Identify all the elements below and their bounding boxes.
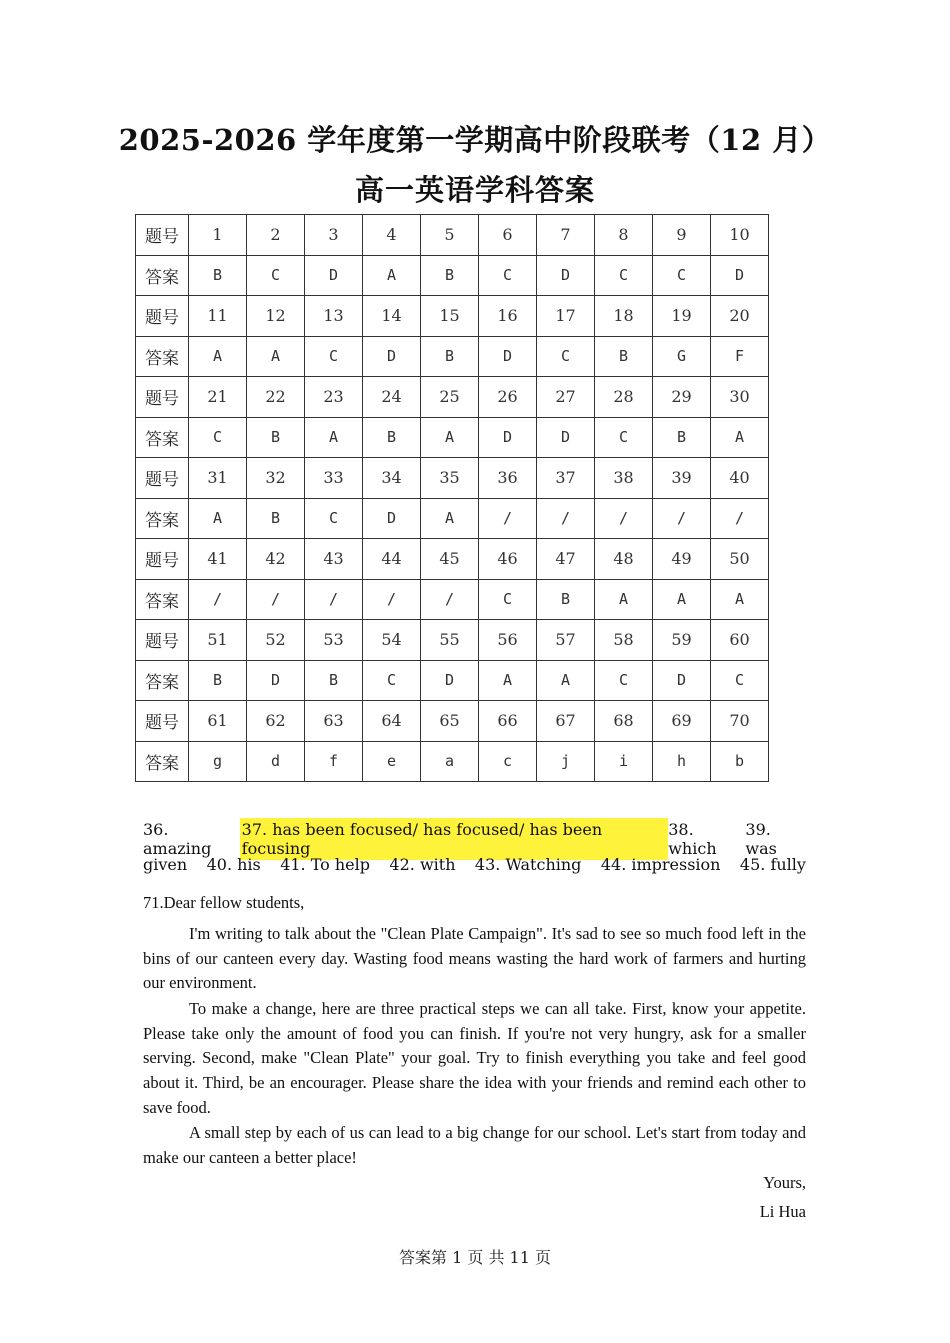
question-number-cell: 51 <box>189 620 247 661</box>
question-number-cell: 43 <box>305 539 363 580</box>
answer-cell: c <box>479 741 537 782</box>
question-number-cell: 14 <box>363 296 421 337</box>
row-label-answer: 答案 <box>136 660 189 701</box>
question-number-row <box>136 620 769 661</box>
answer-cell: A <box>653 579 711 620</box>
row-label-answer: 答案 <box>136 417 189 458</box>
page-title-line1: 2025-2026 学年度第一学期高中阶段联考（12 月） <box>118 123 832 157</box>
question-number-cell: 9 <box>653 215 711 256</box>
question-number-cell: 18 <box>595 296 653 337</box>
row-label-number: 题号 <box>136 296 189 337</box>
question-number-cell: 40 <box>711 458 769 499</box>
question-number-cell: 32 <box>247 458 305 499</box>
question-number-cell: 30 <box>711 377 769 418</box>
answer-cell: D <box>537 417 595 458</box>
question-number-cell: 58 <box>595 620 653 661</box>
row-label-answer: 答案 <box>136 336 189 377</box>
question-number-cell: 41 <box>189 539 247 580</box>
answer-row <box>136 660 769 701</box>
answer-row <box>136 741 769 782</box>
question-number-cell: 35 <box>421 458 479 499</box>
answer-cell: b <box>711 741 769 782</box>
question-number-cell: 21 <box>189 377 247 418</box>
answer-cell: i <box>595 741 653 782</box>
fill-in-answer: 41. To help <box>280 855 370 874</box>
essay-signature: Li Hua <box>759 1202 806 1221</box>
answer-cell: A <box>537 660 595 701</box>
question-number-cell: 16 <box>479 296 537 337</box>
row-label-answer: 答案 <box>136 741 189 782</box>
question-number-cell: 13 <box>305 296 363 337</box>
answer-cell: D <box>421 660 479 701</box>
answer-cell: e <box>363 741 421 782</box>
question-number-cell: 1 <box>189 215 247 256</box>
answer-cell: B <box>537 579 595 620</box>
answer-cell: A <box>421 417 479 458</box>
question-number-cell: 10 <box>711 215 769 256</box>
question-number-cell: 7 <box>537 215 595 256</box>
answer-row <box>136 255 769 296</box>
question-number-cell: 17 <box>537 296 595 337</box>
essay-paragraph-2: To make a change, here are three practical steps we can all take. First, know your appetite. Please take only the amount of food you can finish. If you're not very hungry, ask for a smaller serving. Second, make "Clean Plate" your goal. Try to finish everything you take and feel good about it. Third, be an encourager. Please share the idea with your friends and remind each other to save food. <box>143 999 806 1117</box>
fill-in-answer: 42. with <box>389 855 456 874</box>
answer-row <box>136 498 769 539</box>
answer-cell: D <box>247 660 305 701</box>
fill-in-answer: 43. Watching <box>474 855 582 874</box>
answer-cell: h <box>653 741 711 782</box>
row-label-answer: 答案 <box>136 498 189 539</box>
answer-cell: F <box>711 336 769 377</box>
answer-cell: D <box>363 336 421 377</box>
essay-greeting: 71.Dear fellow students, <box>143 893 305 912</box>
question-number-cell: 54 <box>363 620 421 661</box>
question-number-row <box>136 377 769 418</box>
question-number-cell: 65 <box>421 701 479 742</box>
question-number-cell: 15 <box>421 296 479 337</box>
answer-cell: / <box>305 579 363 620</box>
question-number-cell: 59 <box>653 620 711 661</box>
question-number-row <box>136 701 769 742</box>
essay-paragraph-3: A small step by each of us can lead to a big change for our school. Let's start from today and make our canteen a better place! <box>143 1123 806 1167</box>
answer-table <box>135 214 769 782</box>
answer-cell: a <box>421 741 479 782</box>
answer-cell: G <box>653 336 711 377</box>
question-number-cell: 66 <box>479 701 537 742</box>
question-number-cell: 39 <box>653 458 711 499</box>
question-number-cell: 55 <box>421 620 479 661</box>
answer-cell: C <box>363 660 421 701</box>
fill-in-answer: 40. his <box>206 855 261 874</box>
question-number-cell: 8 <box>595 215 653 256</box>
question-number-cell: 5 <box>421 215 479 256</box>
question-number-cell: 69 <box>653 701 711 742</box>
question-number-cell: 50 <box>711 539 769 580</box>
question-number-cell: 70 <box>711 701 769 742</box>
question-number-cell: 48 <box>595 539 653 580</box>
answer-cell: C <box>595 417 653 458</box>
question-number-cell: 67 <box>537 701 595 742</box>
question-number-row <box>136 296 769 337</box>
question-number-cell: 63 <box>305 701 363 742</box>
question-number-cell: 20 <box>711 296 769 337</box>
question-number-cell: 44 <box>363 539 421 580</box>
question-number-cell: 23 <box>305 377 363 418</box>
question-number-cell: 38 <box>595 458 653 499</box>
row-label-number: 题号 <box>136 377 189 418</box>
answer-cell: / <box>363 579 421 620</box>
row-label-number: 题号 <box>136 620 189 661</box>
answer-cell: j <box>537 741 595 782</box>
fill-in-line-1 <box>143 818 806 860</box>
question-number-cell: 3 <box>305 215 363 256</box>
answer-cell: C <box>595 660 653 701</box>
answer-cell: D <box>363 498 421 539</box>
answer-cell: g <box>189 741 247 782</box>
answer-cell: d <box>247 741 305 782</box>
question-number-cell: 46 <box>479 539 537 580</box>
answer-cell: B <box>189 255 247 296</box>
fill-in-answer: 39. was <box>745 820 777 858</box>
question-number-cell: 64 <box>363 701 421 742</box>
answer-cell: / <box>711 498 769 539</box>
answer-row <box>136 579 769 620</box>
page-title-line2: 高一英语学科答案 <box>354 173 595 207</box>
answer-cell: / <box>247 579 305 620</box>
question-number-cell: 27 <box>537 377 595 418</box>
question-number-row <box>136 458 769 499</box>
answer-cell: / <box>537 498 595 539</box>
fill-in-answer-highlighted: 37. has been focused/ has focused/ has been focusing <box>240 818 669 860</box>
essay-closing: Yours, <box>763 1173 806 1192</box>
answer-cell: A <box>363 255 421 296</box>
question-number-cell: 57 <box>537 620 595 661</box>
question-number-cell: 19 <box>653 296 711 337</box>
question-number-cell: 49 <box>653 539 711 580</box>
answer-cell: A <box>189 498 247 539</box>
fill-in-answer: given <box>143 855 188 874</box>
answer-cell: A <box>711 417 769 458</box>
answer-cell: D <box>537 255 595 296</box>
answer-cell: A <box>305 417 363 458</box>
answer-cell: B <box>247 498 305 539</box>
question-number-cell: 62 <box>247 701 305 742</box>
answer-cell: B <box>421 336 479 377</box>
question-number-cell: 68 <box>595 701 653 742</box>
answer-cell: C <box>305 498 363 539</box>
answer-cell: B <box>247 417 305 458</box>
answer-row <box>136 336 769 377</box>
answer-cell: A <box>711 579 769 620</box>
answer-cell: C <box>537 336 595 377</box>
question-number-cell: 52 <box>247 620 305 661</box>
question-number-cell: 2 <box>247 215 305 256</box>
question-number-row <box>136 539 769 580</box>
answer-cell: D <box>305 255 363 296</box>
answer-cell: C <box>247 255 305 296</box>
fill-in-answer: 45. fully <box>739 855 806 874</box>
question-number-cell: 47 <box>537 539 595 580</box>
question-number-cell: 56 <box>479 620 537 661</box>
page-footer: 答案第 1 页 共 11 页 <box>399 1248 551 1267</box>
row-label-answer: 答案 <box>136 255 189 296</box>
question-number-row <box>136 215 769 256</box>
answer-cell: D <box>479 336 537 377</box>
answer-cell: A <box>189 336 247 377</box>
question-number-cell: 37 <box>537 458 595 499</box>
answer-cell: C <box>595 255 653 296</box>
question-number-cell: 53 <box>305 620 363 661</box>
answer-cell: C <box>711 660 769 701</box>
answer-cell: / <box>595 498 653 539</box>
answer-cell: B <box>653 417 711 458</box>
question-number-cell: 11 <box>189 296 247 337</box>
answer-cell: / <box>421 579 479 620</box>
answer-cell: / <box>479 498 537 539</box>
question-number-cell: 60 <box>711 620 769 661</box>
question-number-cell: 33 <box>305 458 363 499</box>
row-label-number: 题号 <box>136 539 189 580</box>
fill-in-answer: 36. amazing <box>143 820 212 858</box>
question-number-cell: 36 <box>479 458 537 499</box>
row-label-number: 题号 <box>136 458 189 499</box>
answer-cell: B <box>595 336 653 377</box>
answer-cell: A <box>479 660 537 701</box>
answer-cell: B <box>363 417 421 458</box>
question-number-cell: 25 <box>421 377 479 418</box>
question-number-cell: 12 <box>247 296 305 337</box>
essay-paragraph-1: I'm writing to talk about the "Clean Plate Campaign". It's sad to see so much food left in the bins of our canteen every day. Wasting food means wasting the hard work of farmers and hurting our environment. <box>143 924 806 993</box>
question-number-cell: 22 <box>247 377 305 418</box>
question-number-cell: 42 <box>247 539 305 580</box>
fill-in-line-2 <box>143 855 806 874</box>
question-number-cell: 24 <box>363 377 421 418</box>
answer-cell: D <box>653 660 711 701</box>
answer-row <box>136 417 769 458</box>
answer-cell: / <box>189 579 247 620</box>
answer-cell: / <box>653 498 711 539</box>
answer-cell: C <box>305 336 363 377</box>
answer-cell: f <box>305 741 363 782</box>
answer-cell: A <box>247 336 305 377</box>
answer-cell: C <box>653 255 711 296</box>
question-number-cell: 26 <box>479 377 537 418</box>
question-number-cell: 34 <box>363 458 421 499</box>
fill-in-answer: 44. impression <box>600 855 721 874</box>
question-number-cell: 6 <box>479 215 537 256</box>
question-number-cell: 31 <box>189 458 247 499</box>
row-label-number: 题号 <box>136 215 189 256</box>
question-number-cell: 29 <box>653 377 711 418</box>
question-number-cell: 4 <box>363 215 421 256</box>
answer-cell: D <box>711 255 769 296</box>
answer-cell: B <box>421 255 479 296</box>
answer-cell: C <box>189 417 247 458</box>
answer-cell: C <box>479 579 537 620</box>
row-label-number: 题号 <box>136 701 189 742</box>
answer-cell: D <box>479 417 537 458</box>
answer-cell: B <box>189 660 247 701</box>
answer-cell: B <box>305 660 363 701</box>
question-number-cell: 45 <box>421 539 479 580</box>
question-number-cell: 28 <box>595 377 653 418</box>
answer-cell: C <box>479 255 537 296</box>
answer-cell: A <box>421 498 479 539</box>
fill-in-answer: 38. which <box>668 820 717 858</box>
answer-cell: A <box>595 579 653 620</box>
row-label-answer: 答案 <box>136 579 189 620</box>
question-number-cell: 61 <box>189 701 247 742</box>
